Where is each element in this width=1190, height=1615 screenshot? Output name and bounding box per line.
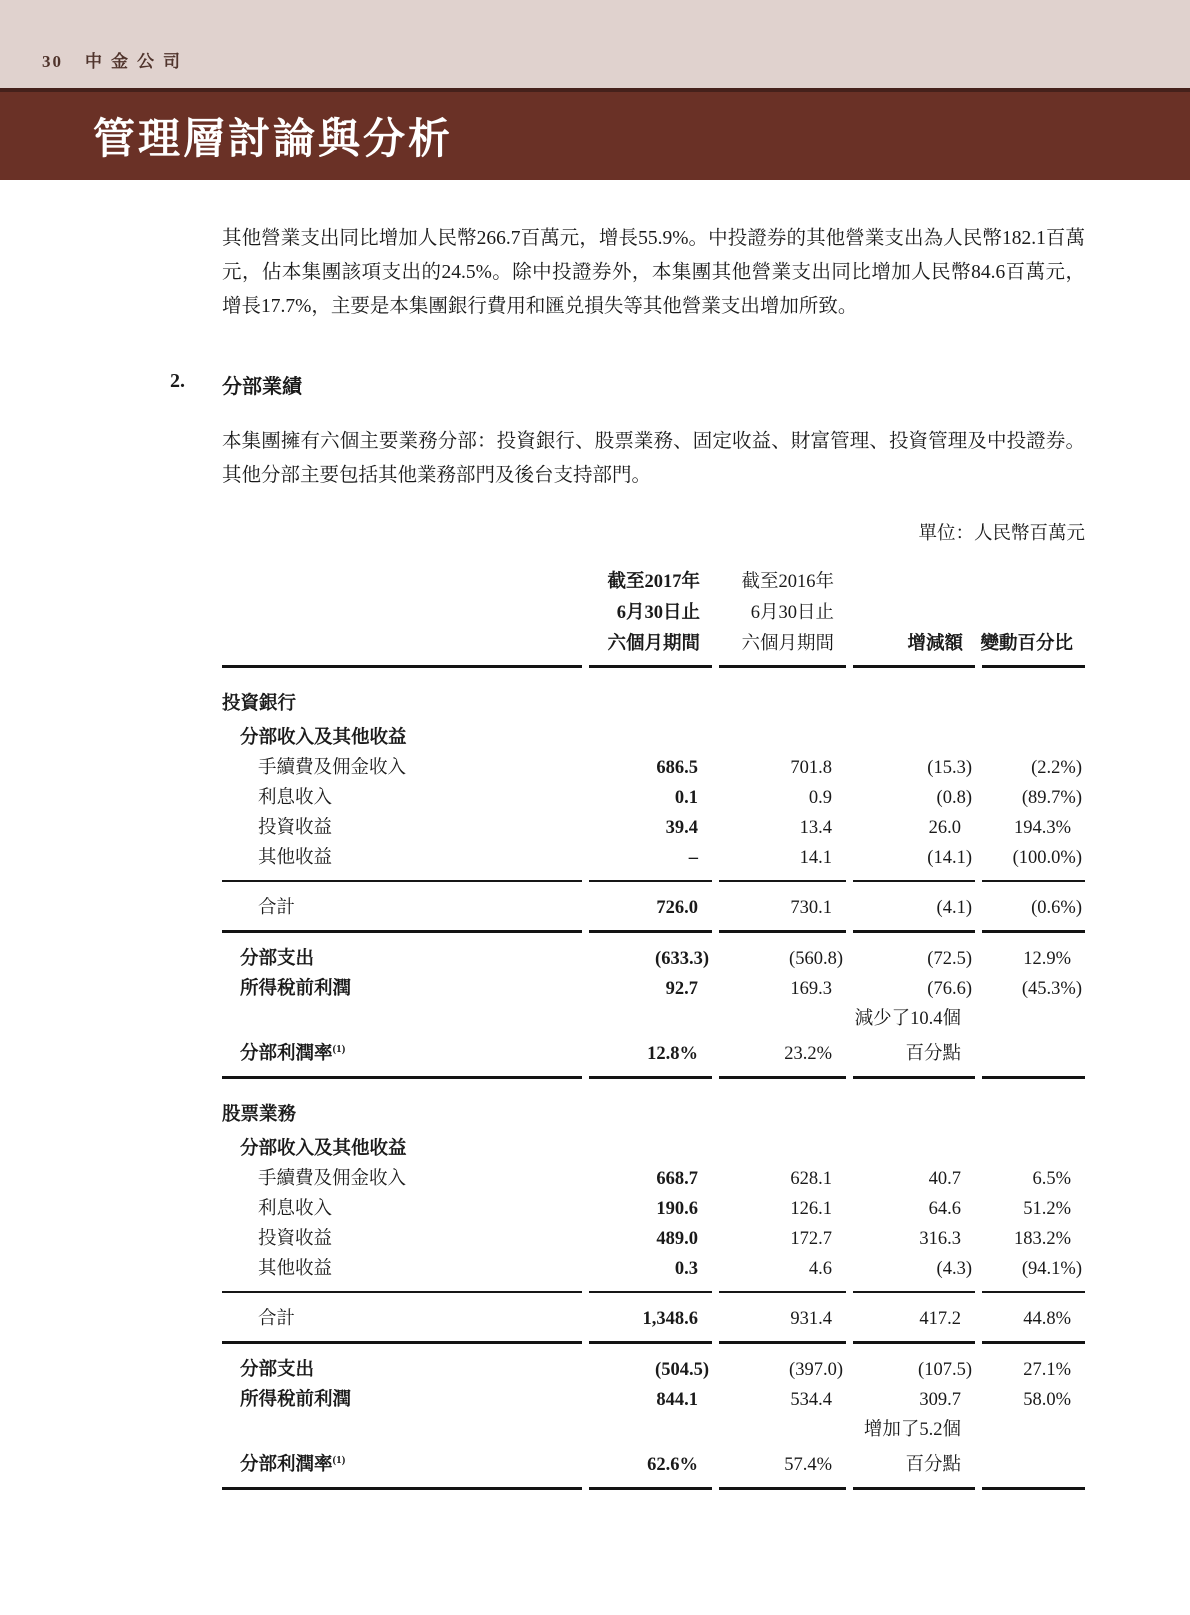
rule-segment <box>975 930 1085 933</box>
section-heading <box>170 370 1085 493</box>
table-row <box>222 813 1085 843</box>
header-col-change: 增減額 <box>907 634 963 654</box>
rule-line <box>982 1076 1085 1079</box>
row-label: 手續費及佣金收入 <box>258 758 407 778</box>
rule-thick <box>222 665 1085 668</box>
value-2016: 730.1 <box>790 898 832 918</box>
value-2016: (560.8) <box>789 949 843 969</box>
value-2016: 701.8 <box>790 758 832 778</box>
page-number: 30 <box>42 52 63 71</box>
rule-segment <box>222 1291 582 1293</box>
value-2017: 92.7 <box>665 979 698 999</box>
value-pct: (94.1%) <box>1021 1259 1082 1279</box>
rule-segment <box>712 665 846 668</box>
rule-thick <box>222 1341 1085 1344</box>
section-title: 分部業績 <box>222 376 302 398</box>
table-row <box>222 1254 1085 1284</box>
row-label: 分部收入及其他收益 <box>240 1139 407 1159</box>
value-change: 417.2 <box>919 1309 961 1329</box>
page-header-meta <box>42 47 189 72</box>
rule-line <box>982 1487 1085 1490</box>
rule-segment <box>712 1487 846 1490</box>
rule-segment <box>582 1291 712 1293</box>
rule-segment <box>975 1487 1085 1490</box>
value-2017: 489.0 <box>656 1229 698 1249</box>
row-label: 利息收入 <box>258 1199 333 1219</box>
value-change: (15.3) <box>927 758 972 778</box>
value-pct: 194.3% <box>1013 818 1071 838</box>
value-2016: 169.3 <box>790 979 832 999</box>
rule-line <box>853 665 975 668</box>
table-row <box>222 723 1085 753</box>
rule-line <box>222 880 582 882</box>
rule-line <box>589 930 712 933</box>
section-description: 本集團擁有六個主要業務分部：投資銀行、股票業務、固定收益、財富管理、投資管理及中投證券。其他分部主要包括其他業務部門及後台支持部門。 <box>222 431 1085 486</box>
value-2017: 190.6 <box>656 1199 698 1219</box>
rule-segment <box>222 930 582 933</box>
rule-line <box>222 930 582 933</box>
value-pct: 183.2% <box>1013 1229 1071 1249</box>
rule-segment <box>975 1076 1085 1079</box>
rule-thin <box>222 880 1085 882</box>
rule-segment <box>222 1076 582 1079</box>
value-2017: – <box>688 848 698 868</box>
value-pct: (0.6%) <box>1031 898 1082 918</box>
title-banner <box>0 88 1190 180</box>
rule-line <box>589 1341 712 1344</box>
page-content <box>0 222 1190 1490</box>
table-header <box>222 567 1085 660</box>
rule-line <box>222 1487 582 1490</box>
value-pct: 44.8% <box>1023 1309 1071 1329</box>
rule-line <box>982 1341 1085 1344</box>
rule-line <box>982 665 1085 668</box>
rule-line <box>853 880 975 882</box>
value-pct: (45.3%) <box>1021 979 1082 999</box>
table-row <box>222 1355 1085 1385</box>
rule-segment <box>975 1341 1085 1344</box>
value-change: (4.1) <box>936 898 972 918</box>
value-change: (107.5) <box>918 1360 972 1380</box>
row-label: 股票業務 <box>222 1105 297 1125</box>
header-line: 六個月期間 <box>741 634 834 654</box>
rule-segment <box>975 880 1085 882</box>
rule-segment <box>222 1487 582 1490</box>
value-change: 增加了5.2個 <box>863 1420 961 1440</box>
table-row <box>222 944 1085 974</box>
rule-segment <box>975 1291 1085 1293</box>
rule-line <box>589 1291 712 1293</box>
row-label: 分部利潤率$^{(1)}$ <box>240 1043 346 1064</box>
row-label: 合計 <box>258 1309 296 1329</box>
value-change: (0.8) <box>936 788 972 808</box>
value-change: 64.6 <box>928 1199 961 1219</box>
value-pct: 27.1% <box>1023 1360 1071 1380</box>
rule-line <box>719 880 846 882</box>
rule-line <box>222 1341 582 1344</box>
rule-line <box>222 1291 582 1293</box>
rule-segment <box>222 1341 582 1344</box>
value-change: (4.3) <box>936 1259 972 1279</box>
header-col-pct: 變動百分比 <box>980 634 1073 654</box>
table-row <box>222 753 1085 783</box>
rule-segment <box>582 880 712 882</box>
rule-line <box>719 930 846 933</box>
value-2016: 13.4 <box>799 818 832 838</box>
rule-segment <box>712 1076 846 1079</box>
header-line: 六個月期間 <box>607 634 700 654</box>
rule-segment <box>846 1487 975 1490</box>
row-label: 所得稅前利潤 <box>240 1390 352 1410</box>
rule-line <box>982 1291 1085 1293</box>
table-row <box>222 1224 1085 1254</box>
rule-segment <box>582 665 712 668</box>
value-pct: 51.2% <box>1023 1199 1071 1219</box>
rule-line <box>719 1341 846 1344</box>
rule-segment <box>222 880 582 882</box>
value-2017: 668.7 <box>656 1169 698 1189</box>
row-label: 投資收益 <box>258 1229 333 1249</box>
value-change: (14.1) <box>927 848 972 868</box>
row-label: 分部支出 <box>240 949 315 969</box>
value-2016: 126.1 <box>790 1199 832 1219</box>
rule-line <box>982 930 1085 933</box>
rule-line <box>853 1341 975 1344</box>
value-2017: 0.1 <box>674 788 698 808</box>
table-row <box>222 1034 1085 1069</box>
header-line: 截至2016年 <box>741 572 834 592</box>
value-2017: (633.3) <box>655 949 709 969</box>
value-change: 減少了10.4個 <box>854 1009 961 1029</box>
rule-line <box>589 1076 712 1079</box>
value-change: 309.7 <box>919 1390 961 1410</box>
value-2016: 628.1 <box>790 1169 832 1189</box>
header-line: 6月30日止 <box>750 603 834 623</box>
row-label: 其他收益 <box>258 848 333 868</box>
value-change: (72.5) <box>927 949 972 969</box>
rule-segment <box>846 1341 975 1344</box>
rule-line <box>853 930 975 933</box>
rule-line <box>719 665 846 668</box>
rule-thick <box>222 1487 1085 1490</box>
segment-table <box>222 567 1085 1490</box>
table-row <box>222 1134 1085 1164</box>
value-change: 26.0 <box>928 818 961 838</box>
footnote-marker: (1) <box>332 1043 346 1055</box>
rule-line <box>589 1487 712 1490</box>
unit-label: 單位：人民幣百萬元 <box>918 524 1085 544</box>
rule-thick <box>222 1076 1085 1079</box>
rule-segment <box>712 1291 846 1293</box>
value-2017: 12.8% <box>647 1044 698 1064</box>
value-2016: 57.4% <box>784 1455 832 1475</box>
row-label: 利息收入 <box>258 788 333 808</box>
rule-segment <box>712 880 846 882</box>
value-change: 316.3 <box>919 1229 961 1249</box>
value-2017: 686.5 <box>656 758 698 778</box>
intro-paragraph: 其他營業支出同比增加人民幣266.7百萬元，增長55.9%。中投證券的其他營業支出為人民幣182.1百萬元，佔本集團該項支出的24.5%。除中投證券外，本集團其他營業支出同比增加人民幣84.6百萬元，增長17.7%，主要是本集團銀行費用和匯兑損失等其他營業支出增加所致。 <box>222 228 1085 317</box>
value-2017: 726.0 <box>656 898 698 918</box>
rule-segment <box>846 1291 975 1293</box>
rule-line <box>719 1291 846 1293</box>
value-2016: 534.4 <box>790 1390 832 1410</box>
value-pct: (100.0%) <box>1012 848 1082 868</box>
header-line: 截至2017年 <box>607 572 700 592</box>
rule-segment <box>222 665 582 668</box>
header-col-2017 <box>582 567 712 660</box>
rule-segment <box>582 930 712 933</box>
table-row <box>222 1385 1085 1415</box>
value-pct: 6.5% <box>1032 1169 1071 1189</box>
page-title: 管理層討論與分析 <box>93 117 454 163</box>
value-2017: 844.1 <box>656 1390 698 1410</box>
page-header-band <box>0 0 1190 88</box>
rule-line <box>982 880 1085 882</box>
value-2017: 1,348.6 <box>642 1309 698 1329</box>
rule-segment <box>846 1076 975 1079</box>
row-label: 分部支出 <box>240 1360 315 1380</box>
row-label: 其他收益 <box>258 1259 333 1279</box>
header-col-2016 <box>712 567 846 660</box>
value-change: (76.6) <box>927 979 972 999</box>
value-2016: 14.1 <box>799 848 832 868</box>
rule-segment <box>582 1076 712 1079</box>
rule-segment <box>846 880 975 882</box>
rule-thin <box>222 1291 1085 1293</box>
table-row <box>222 974 1085 1004</box>
table-row <box>222 783 1085 813</box>
table-row <box>222 1004 1085 1034</box>
value-2017: 0.3 <box>674 1259 698 1279</box>
rule-line <box>719 1487 846 1490</box>
row-label: 投資銀行 <box>222 694 297 714</box>
value-2016: 0.9 <box>808 788 832 808</box>
header-line: 6月30日止 <box>616 603 700 623</box>
row-label: 投資收益 <box>258 818 333 838</box>
table-row <box>222 689 1085 719</box>
table-row <box>222 1445 1085 1480</box>
table-row <box>222 1100 1085 1130</box>
value-2017: (504.5) <box>655 1360 709 1380</box>
rule-segment <box>712 930 846 933</box>
value-change: 百分點 <box>905 1455 961 1475</box>
rule-segment <box>975 665 1085 668</box>
value-pct: (2.2%) <box>1031 758 1082 778</box>
table-row <box>222 1415 1085 1445</box>
rule-line <box>853 1487 975 1490</box>
company-name: 中金公司 <box>85 52 189 71</box>
value-change: 百分點 <box>905 1044 961 1064</box>
row-label: 分部收入及其他收益 <box>240 728 407 748</box>
value-2017: 62.6% <box>647 1455 698 1475</box>
rule-line <box>853 1291 975 1293</box>
row-label: 所得稅前利潤 <box>240 979 352 999</box>
value-pct: 58.0% <box>1023 1390 1071 1410</box>
value-change: 40.7 <box>928 1169 961 1189</box>
table-row <box>222 843 1085 873</box>
value-2016: 23.2% <box>784 1044 832 1064</box>
value-pct: (89.7%) <box>1021 788 1082 808</box>
table-row <box>222 1194 1085 1224</box>
rule-segment <box>582 1341 712 1344</box>
section-number: 2. <box>170 370 185 392</box>
row-label: 分部利潤率$^{(1)}$ <box>240 1454 346 1475</box>
value-2016: 172.7 <box>790 1229 832 1249</box>
rule-line <box>222 1076 582 1079</box>
rule-segment <box>846 665 975 668</box>
row-label: 合計 <box>258 898 296 918</box>
row-label: 手續費及佣金收入 <box>258 1169 407 1189</box>
table-row <box>222 1304 1085 1334</box>
rule-segment <box>712 1341 846 1344</box>
value-2016: 931.4 <box>790 1309 832 1329</box>
value-pct: 12.9% <box>1023 949 1071 969</box>
value-2016: 4.6 <box>808 1259 832 1279</box>
value-2017: 39.4 <box>665 818 698 838</box>
rule-segment <box>846 930 975 933</box>
value-2016: (397.0) <box>789 1360 843 1380</box>
footnote-marker: (1) <box>332 1454 346 1466</box>
rule-thick <box>222 930 1085 933</box>
rule-line <box>589 880 712 882</box>
rule-line <box>222 665 582 668</box>
rule-line <box>719 1076 846 1079</box>
rule-line <box>589 665 712 668</box>
table-row <box>222 893 1085 923</box>
rule-line <box>853 1076 975 1079</box>
rule-segment <box>582 1487 712 1490</box>
table-row <box>222 1164 1085 1194</box>
